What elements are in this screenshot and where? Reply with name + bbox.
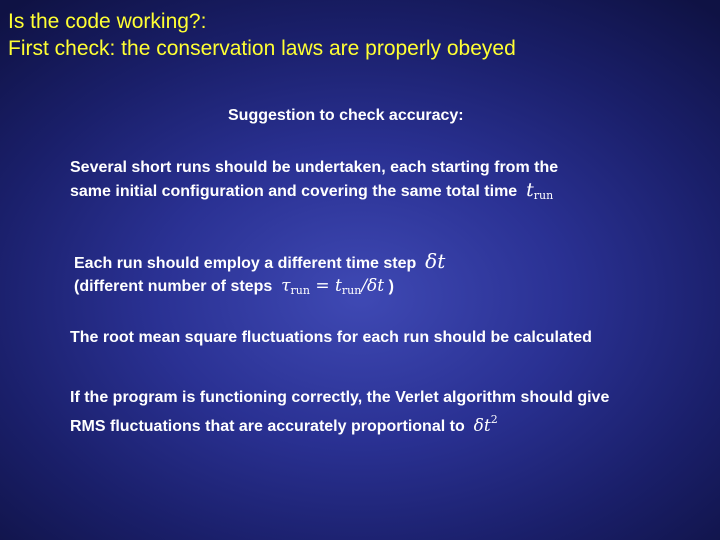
title-line-2: First check: the conservation laws are properly obeyed [8,37,516,60]
squared-exponent: 2 [490,413,498,426]
paragraph-verlet-line-1: If the program is functioning correctly, the Verlet algorithm should give [70,389,610,406]
suggestion-heading-text: Suggestion to check accuracy: [228,107,464,124]
paragraph-verlet [70,387,609,438]
paragraph-time-step-line-1 [74,250,445,275]
paragraph-short-runs-line-1: Several short runs should be undertaken, each starting from the [70,159,559,176]
suggestion-heading [228,105,464,127]
title-line-1: Is the code working?: [8,10,207,33]
t-run-formula [526,179,553,201]
t-run-subscript: run [533,189,554,202]
tau-symbol: τ [281,276,291,296]
tau-subscript: run [290,284,310,297]
equals-sign: = [315,276,330,296]
paragraph-short-runs-line-2 [70,179,558,207]
delta-t-formula: δt [425,249,446,273]
paragraph-rms-fluctuations [70,327,592,349]
delta-t-squared-formula [473,413,498,436]
paragraph-verlet-line-2 [70,409,609,438]
t-run-numerator-subscript: run [341,284,362,297]
slide-title [8,8,516,62]
division-slash: / [361,276,368,296]
paragraph-time-step-line-1-text: Each run should employ a different time step [74,255,417,272]
paragraph-short-runs-line-2-text: same initial configuration and covering the same total time [70,183,518,200]
paragraph-time-step-line-2 [74,275,445,302]
paragraph-time-step [74,250,445,302]
t-run-numerator: t [335,276,342,296]
t-run-symbol: t [526,179,534,201]
paragraph-verlet-line-2-text: RMS fluctuations that are accurately proportional to [70,418,465,435]
delta-t-squared-base: δt [473,416,491,436]
paragraph-time-step-line-2-suffix: ) [388,278,394,295]
paragraph-short-runs [70,157,558,207]
delta-t-denominator: δt [367,276,385,296]
tau-run-formula [281,276,384,296]
paragraph-rms-fluctuations-text: The root mean square fluctuations for each run should be calculated [70,329,592,346]
paragraph-time-step-line-2-prefix: (different number of steps [74,278,273,295]
